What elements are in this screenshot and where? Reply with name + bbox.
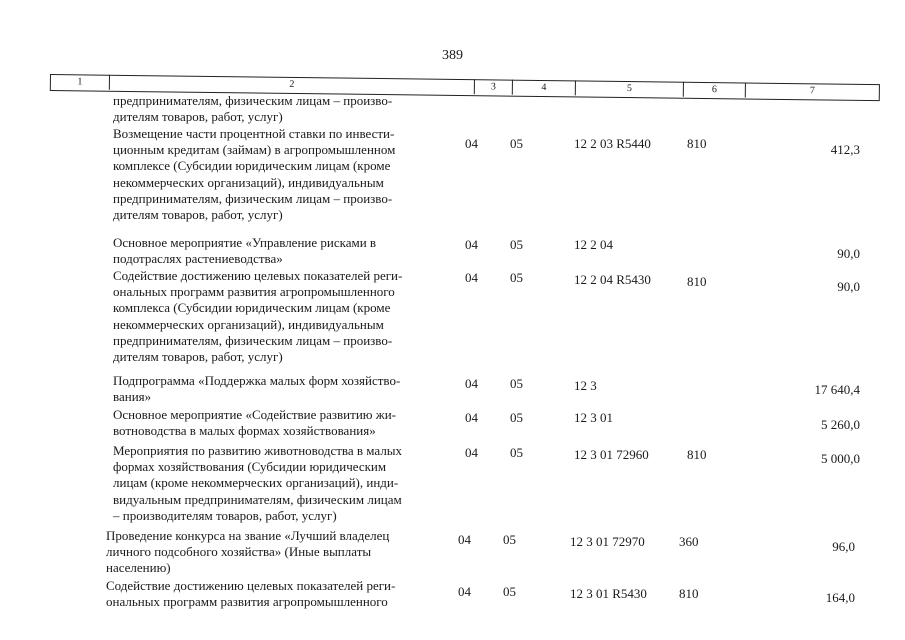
- page-number: 389: [442, 48, 463, 63]
- row-subsection: 05: [503, 584, 516, 599]
- row-target-article: 12 3 01 72960: [574, 447, 649, 462]
- header-col-5: 5: [575, 80, 683, 96]
- row-description: Подпрограмма «Поддержка малых форм хозяйство- вания»: [113, 373, 401, 405]
- row-subsection: 05: [510, 445, 523, 460]
- header-col-6: 6: [683, 82, 745, 98]
- row-section: 04: [465, 270, 478, 285]
- row-amount: 90,0: [837, 279, 860, 294]
- row-target-article: 12 3 01 72970: [570, 534, 645, 549]
- row-target-article: 12 3 01: [574, 410, 613, 425]
- row-amount: 5 000,0: [821, 451, 860, 466]
- row-target-article: 12 2 04 R5430: [574, 272, 651, 287]
- row-description: Основное мероприятие «Управление рисками в подотраслях растениеводства»: [113, 235, 377, 267]
- row-section: 04: [465, 237, 478, 252]
- header-col-4: 4: [512, 80, 575, 96]
- row-expense-type: 360: [679, 534, 699, 549]
- row-target-article: 12 2 04: [574, 237, 613, 252]
- row-subsection: 05: [510, 270, 523, 285]
- row-description: предпринимателям, физическим лицам – произво- дителям товаров, работ, услуг): [113, 93, 393, 125]
- row-section: 04: [465, 376, 478, 391]
- row-description: Содействие достижению целевых показателей реги- ональных программ развития агропромышленного: [106, 578, 396, 610]
- row-subsection: 05: [510, 410, 523, 425]
- row-section: 04: [458, 584, 471, 599]
- header-col-1: 1: [77, 76, 83, 88]
- row-amount: 412,3: [830, 142, 860, 157]
- row-section: 04: [465, 410, 478, 425]
- header-col-2: 2: [109, 75, 474, 94]
- row-amount: 164,0: [825, 590, 855, 605]
- row-description: Основное мероприятие «Содействие развитию жи- вотноводства в малых формах хозяйствования»: [113, 407, 397, 439]
- row-subsection: 05: [503, 532, 516, 547]
- row-amount: 5 260,0: [821, 417, 860, 432]
- row-expense-type: 810: [679, 586, 699, 601]
- row-amount: 96,0: [832, 539, 855, 554]
- row-subsection: 05: [510, 136, 523, 151]
- row-subsection: 05: [510, 237, 523, 252]
- row-target-article: 12 3 01 R5430: [570, 586, 647, 601]
- row-target-article: 12 2 03 R5440: [574, 136, 651, 151]
- row-expense-type: 810: [687, 447, 707, 462]
- row-section: 04: [465, 445, 478, 460]
- header-col-7: 7: [745, 82, 879, 99]
- row-amount: 17 640,4: [814, 382, 860, 397]
- row-section: 04: [458, 532, 471, 547]
- row-target-article: 12 3: [574, 378, 597, 393]
- row-description: Содействие достижению целевых показателей реги- ональных программ развития агропромышленного комплекса (Субсидии юридическим лицам (кроме некоммерческих организаций), индивидуальным предпринимателям, физическим лицам – произво- дителям товаров, работ, услуг): [113, 268, 403, 365]
- row-expense-type: 810: [687, 274, 707, 289]
- row-subsection: 05: [510, 376, 523, 391]
- row-section: 04: [465, 136, 478, 151]
- row-expense-type: 810: [687, 136, 707, 151]
- header-col-3: 3: [474, 79, 512, 94]
- row-description: Мероприятия по развитию животноводства в малых формах хозяйствования (Субсидии юридическим лицам (кроме некоммерческих организаций), инди- видуальным предпринимателям, физическим лицам – производителям товаров, работ, услуг): [113, 443, 403, 523]
- row-description: Проведение конкурса на звание «Лучший владелец личного подсобного хозяйства» (Иные выплаты населению): [106, 528, 390, 576]
- row-description: Возмещение части процентной ставки по инвести- ционным кредитам (займам) в агропромышленном комплексе (Субсидии юридическим лицам (кроме некоммерческих организаций), индивидуальным предпринимателям, физическим лицам – произво- дителям товаров, работ, услуг): [113, 126, 396, 223]
- row-amount: 90,0: [837, 246, 860, 261]
